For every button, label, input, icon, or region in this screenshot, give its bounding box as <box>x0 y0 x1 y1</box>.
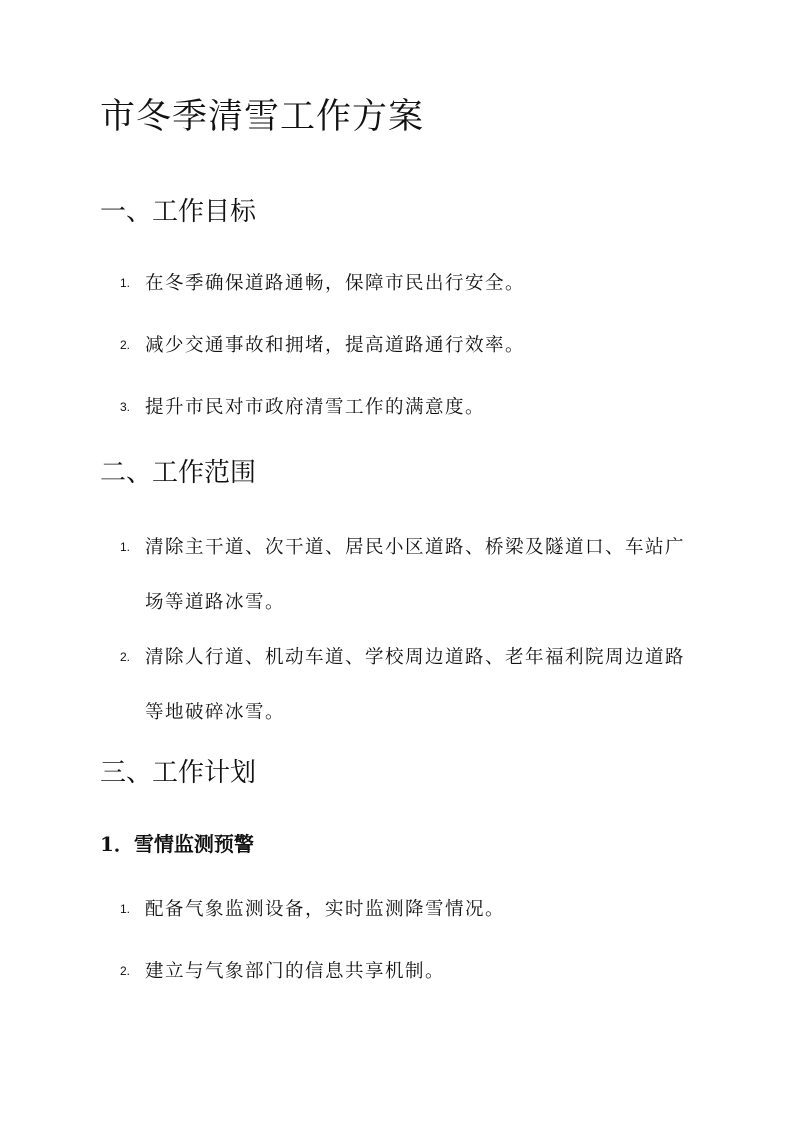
list-item-text: 配备气象监测设备，实时监测降雪情况。 <box>145 899 506 920</box>
list-item <box>120 520 700 630</box>
list-item <box>120 944 700 999</box>
list-item-text: 在冬季确保道路通畅，保障市民出行安全。 <box>145 273 526 294</box>
list-item-number: 1. <box>120 540 131 554</box>
list-item-text: 减少交通事故和拥堵，提高道路通行效率。 <box>145 335 526 356</box>
list-item-number: 3. <box>120 400 131 414</box>
list-item-number: 1. <box>120 276 131 290</box>
list-item-text: 清除主干道、次干道、居民小区道路、桥梁及隧道口、车站广场等道路冰雪。 <box>145 537 686 613</box>
list-item-number: 2. <box>120 338 131 352</box>
list-item <box>120 380 700 435</box>
list-item <box>120 256 700 311</box>
list-item <box>120 318 700 373</box>
section-heading-goals: 一、工作目标 <box>100 197 257 227</box>
list-item <box>120 630 700 740</box>
section-heading-plan: 三、工作计划 <box>100 758 257 788</box>
list-item-number: 1. <box>120 902 131 916</box>
list-item-text: 清除人行道、机动车道、学校周边道路、老年福利院周边道路等地破碎冰雪。 <box>145 647 686 723</box>
section-heading-scope: 二、工作范围 <box>100 458 257 488</box>
list-item <box>120 882 700 937</box>
list-item-number: 2. <box>120 964 131 978</box>
list-item-number: 2. <box>120 650 131 664</box>
page-title: 市冬季清雪工作方案 <box>100 97 425 137</box>
list-item-text: 提升市民对市政府清雪工作的满意度。 <box>145 397 486 418</box>
list-item-text: 建立与气象部门的信息共享机制。 <box>145 961 446 982</box>
subsection-heading-snow-monitoring: 1．雪情监测预警 <box>100 832 254 856</box>
